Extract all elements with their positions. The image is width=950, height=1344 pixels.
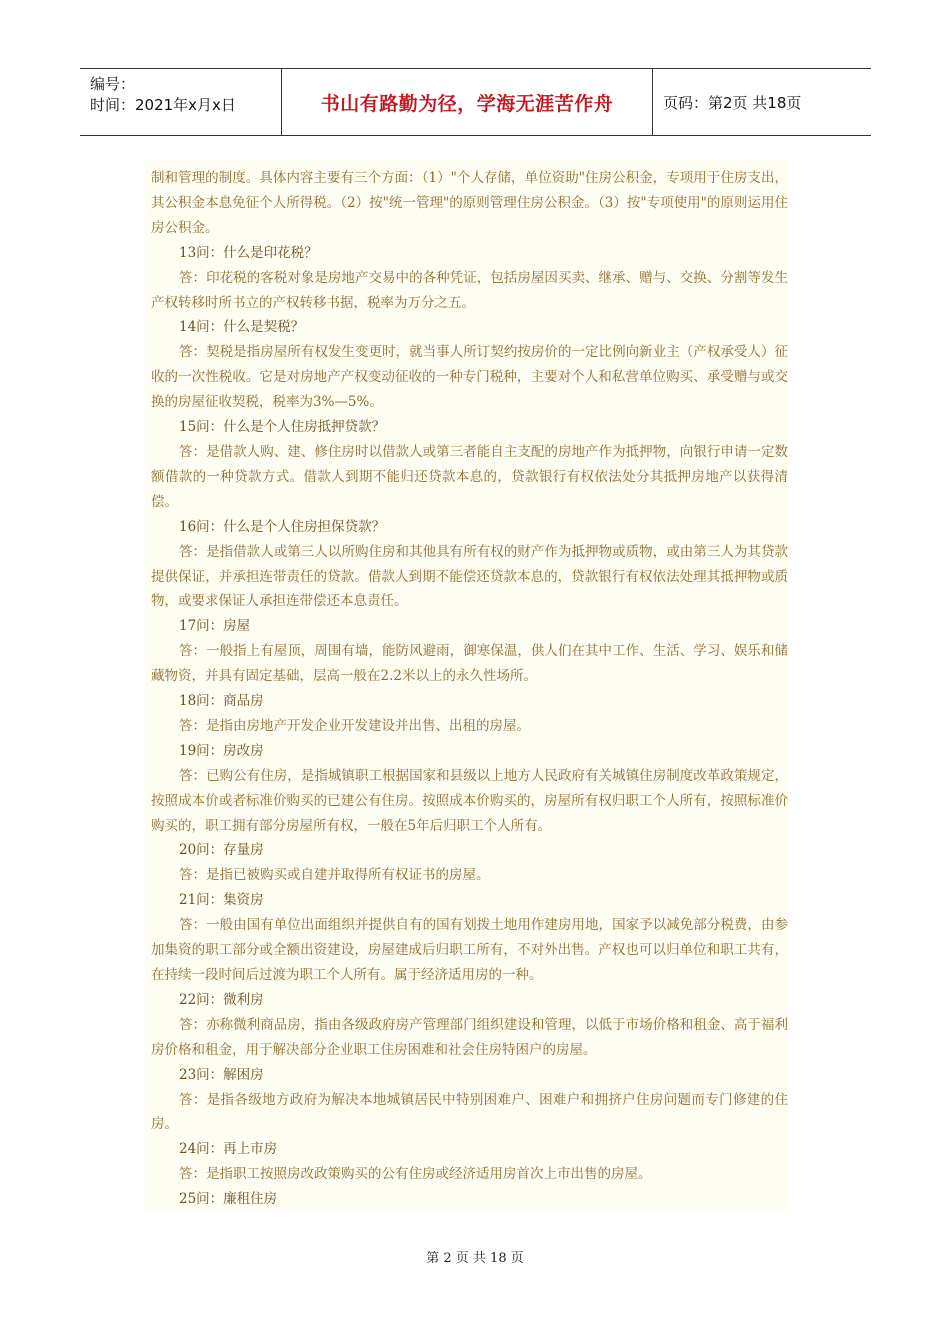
answer: 答：印花税的客税对象是房地产交易中的各种凭证，包括房屋因买卖、继承、赠与、交换、分割等发生产权转移时所书立的产权转移书据，税率为万分之五。 [151,269,788,311]
answer: 答：是指已被购买或自建并取得所有权证书的房屋。 [179,867,490,884]
answer: 答：一般由国有单位出面组织并提供自有的国有划拨土地用作建房用地，国家予以减免部分税费，由参加集资的职工部分或全额出资建设，房屋建成后归职工所有，不对外出售。产权也可以归单位和职工共有，在持续一段时间后过渡为职工个人所有。属于经济适用房的一种。 [151,917,788,983]
answer: 答：已购公有住房，是指城镇职工根据国家和县级以上地方人民政府有关城镇住房制度改革政策规定，按照成本价或者标准价购买的已建公有住房。按照成本价购买的，房屋所有权归职工个人所有，按照标准价购买的，职工拥有部分房屋所有权，一般在5年后归职工个人所有。 [151,767,788,834]
answer: 答：是指职工按照房改政策购买的公有住房或经济适用房首次上市出售的房屋。 [179,1166,652,1183]
header-meta-cell [80,69,282,135]
page-footer: 第 2 页 共 18 页 [426,1251,524,1266]
question: 13问：什么是印花税？ [179,244,318,261]
question: 14问：什么是契税？ [179,319,305,336]
answer: 答：亦称微利商品房，指由各级政府房产管理部门组织建设和管理，以低于市场价格和租金、高于福利房价格和租金，用于解决部分企业职工住房困难和社会住房特困户的房屋。 [151,1016,788,1058]
question: 17问：房屋 [179,618,251,635]
answer: 答：是指各级地方政府为解决本地城镇居民中特别困难户、困难户和拥挤户住房问题而专门修建的住房。 [151,1091,788,1133]
answer: 答：一般指上有屋顶，周围有墙，能防风避雨，御寒保温，供人们在其中工作、生活、学习、娱乐和储藏物资，并具有固定基础，层高一般在2.2米以上的永久性场所。 [151,643,788,685]
header-page-number: 页码：第2页 共18页 [663,93,802,112]
header-motto: 书山有路勤为径，学海无涯苦作舟 [320,92,614,115]
question: 15问：什么是个人住房抵押贷款？ [179,419,386,436]
question: 25问：廉租住房 [179,1191,278,1208]
question: 19问：房改房 [179,742,264,759]
paragraph-continued: 制和管理的制度。具体内容主要有三个方面：（1）"个人存储，单位资助"住房公积金，专项用于住房支出，其公积金本息免征个人所得税。（2）按"统一管理"的原则管理住房公积金。（3）按"专项使用"的原则运用住房公积金。 [151,170,788,236]
document-number-label: 编号： [90,75,136,93]
question: 21问：集资房 [179,892,264,909]
document-date-label: 时间：2021年x月x日 [90,96,236,114]
question: 24问：再上市房 [179,1141,278,1158]
document-body [145,160,788,1210]
question: 20问：存量房 [179,842,264,859]
header-page-cell [653,69,871,135]
question: 18问：商品房 [179,693,264,710]
header-motto-cell [282,69,653,135]
document-header [80,68,871,136]
answer: 答：是指借款人或第三人以所购住房和其他具有所有权的财产作为抵押物或质物，或由第三人为其贷款提供保证，并承担连带责任的贷款。借款人到期不能偿还贷款本息的，贷款银行有权依法处理其抵押物或质物，或要求保证人承担连带偿还本息责任。 [151,543,788,610]
question: 23问：解困房 [179,1066,264,1083]
question: 16问：什么是个人住房担保贷款？ [179,518,386,535]
question: 22问：微利房 [179,991,264,1008]
answer: 答：是指由房地产开发企业开发建设并出售、出租的房屋。 [179,717,530,734]
answer: 答：是借款人购、建、修住房时以借款人或第三者能自主支配的房地产作为抵押物，向银行申请一定数额借款的一种贷款方式。借款人到期不能归还贷款本息的，贷款银行有权依法处分其抵押房地产以获得清偿。 [151,443,788,510]
answer: 答：契税是指房屋所有权发生变更时，就当事人所订契约按房价的一定比例向新业主（产权承受人）征收的一次性税收。它是对房地产产权变动征收的一种专门税种，主要对个人和私营单位购买、承受赠与或交换的房屋征收契税，税率为3%—5%。 [151,344,788,411]
